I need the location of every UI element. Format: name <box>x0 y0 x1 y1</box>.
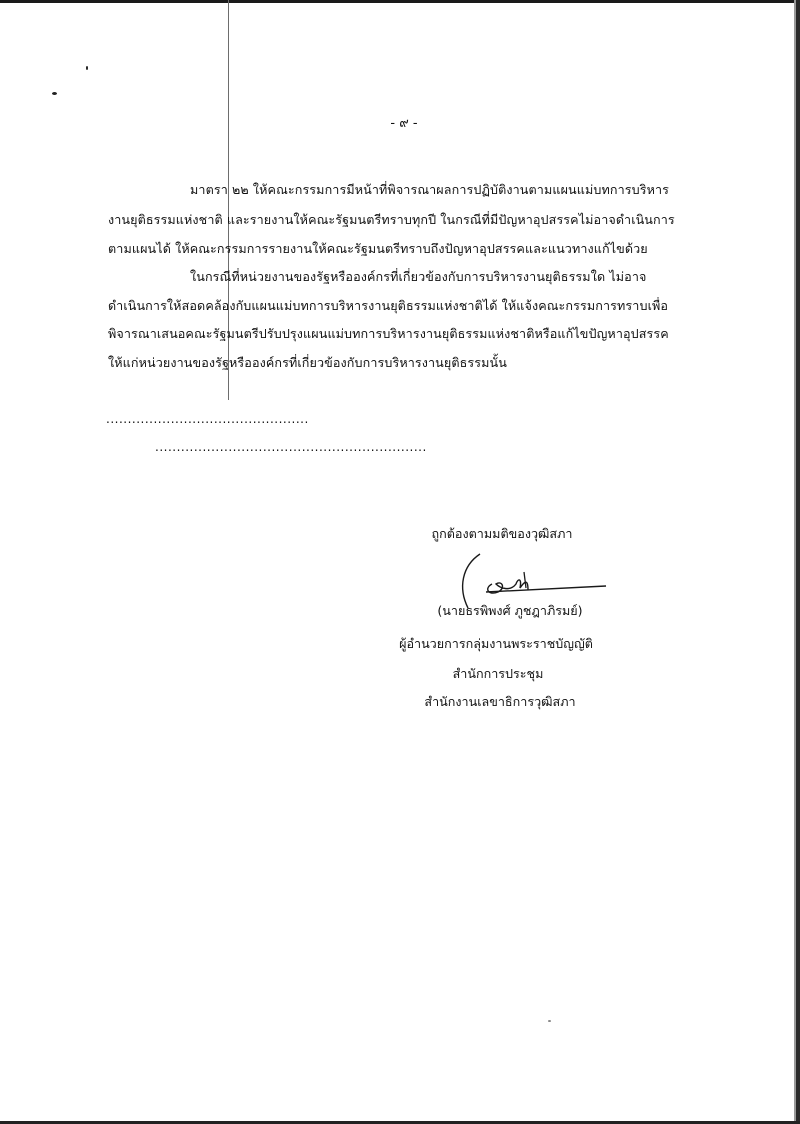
certification-statement: ถูกต้องตามมติของวุฒิสภา <box>431 526 573 541</box>
paragraph-line: ในกรณีที่หน่วยงานของรัฐหรือองค์กรที่เกี่ยวข้องกับการบริหารงานยุติธรรมใด ไม่อาจ <box>190 269 647 284</box>
scan-speck <box>86 66 88 70</box>
signer-position: ผู้อำนวยการกลุ่มงานพระราชบัญญัติ <box>399 636 593 651</box>
paragraph-line: ตามแผนได้ ให้คณะกรรมการรายงานให้คณะรัฐมนตรีทราบถึงปัญหาอุปสรรคและแนวทางแก้ไขด้วย <box>108 241 648 256</box>
scan-edge-top <box>0 0 800 3</box>
scan-speck <box>52 92 57 95</box>
page-number: - ๙ - <box>390 116 418 131</box>
dotted-line: ............................................................... <box>155 440 427 454</box>
paragraph-line: ให้แก่หน่วยงานของรัฐหรือองค์กรที่เกี่ยวข้องกับการบริหารงานยุติธรรมนั้น <box>108 355 507 370</box>
paragraph-line: งานยุติธรรมแห่งชาติ และรายงานให้คณะรัฐมนตรีทราบทุกปี ในกรณีที่มีปัญหาอุปสรรคไม่อาจดำเนินการ <box>108 212 675 227</box>
signer-office: สำนักการประชุม <box>452 666 544 681</box>
paragraph-line: ดำเนินการให้สอดคล้องกับแผนแม่บทการบริหารงานยุติธรรมแห่งชาติได้ ให้แจ้งคณะกรรมการทราบเพื่อ <box>108 298 669 313</box>
dotted-line: ............................................... <box>106 412 309 426</box>
scan-edge-right <box>796 0 800 1124</box>
signer-organization: สำนักงานเลขาธิการวุฒิสภา <box>424 694 576 709</box>
signer-name: (นายธรพิพงศ์ ภูชฎาภิรมย์) <box>437 603 583 618</box>
paragraph-line: พิจารณาเสนอคณะรัฐมนตรีปรับปรุงแผนแม่บทการบริหารงานยุติธรรมแห่งชาติหรือแก้ไขปัญหาอุปสรรค <box>108 326 669 341</box>
paragraph-line: มาตรา ๒๒ ให้คณะกรรมการมีหน้าที่พิจารณาผลการปฏิบัติงานตามแผนแม่บทการบริหาร <box>190 182 670 197</box>
scan-speck <box>548 1020 551 1022</box>
